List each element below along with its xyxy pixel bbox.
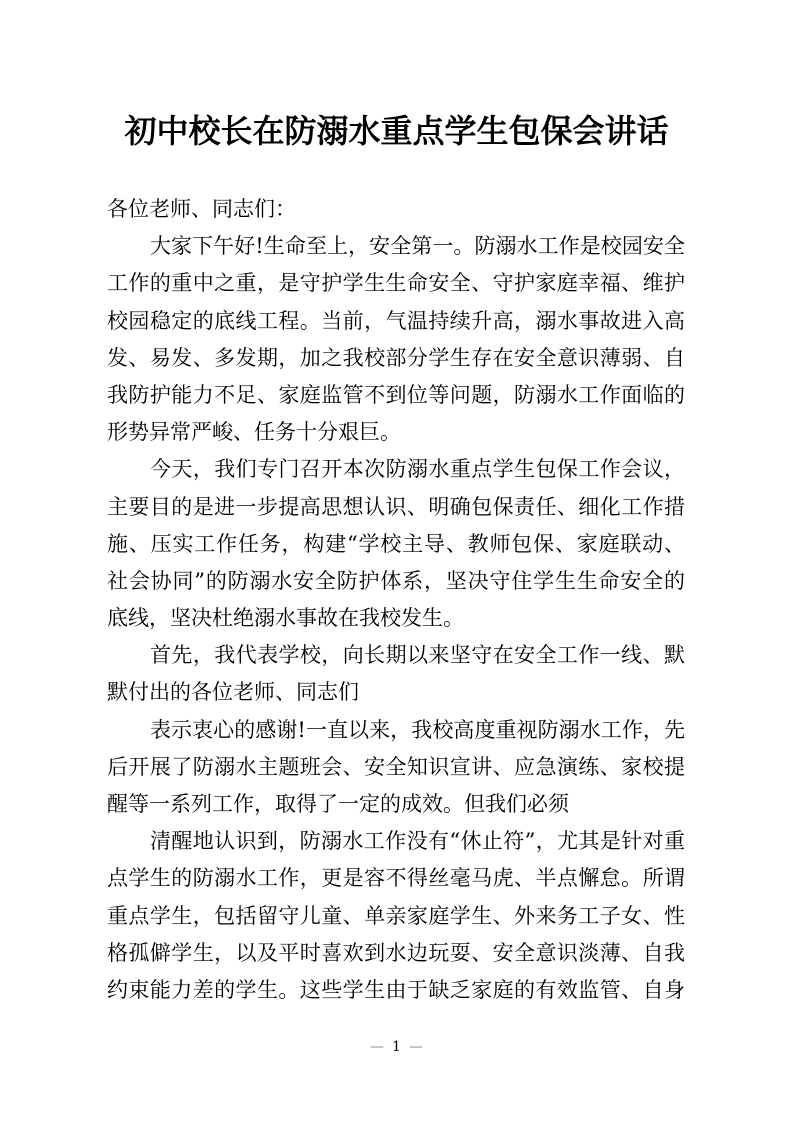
text-line: 首先，我代表学校，向长期以来坚守在安全工作一线、默 — [150, 643, 685, 668]
body-paragraph — [107, 451, 685, 637]
text-line: 社会协同”的防溺水安全防护体系，坚决守住学生生命安全的 — [107, 568, 685, 593]
document-title: 初中校长在防溺水重点学生包保会讲话 — [124, 112, 669, 150]
body-paragraph — [107, 228, 685, 451]
page-number: 1 — [392, 1039, 401, 1055]
text-line: 校园稳定的底线工程。当前，气温持续升高，溺水事故进入高 — [107, 308, 685, 333]
page-number-dash-right: — — [408, 1039, 423, 1055]
page-footer — [0, 1038, 793, 1056]
text-line: 各位老师、同志们： — [107, 197, 296, 221]
text-line: 后开展了防溺水主题班会、安全知识宣讲、应急演练、家校提 — [107, 754, 685, 779]
text-line: 今天，我们专门召开本次防溺水重点学生包保工作会议， — [150, 457, 685, 482]
text-line: 表示衷心的感谢!一直以来，我校高度重视防溺水工作，先 — [150, 717, 685, 742]
text-line: 重点学生，包括留守儿童、单亲家庭学生、外来务工子女、性 — [107, 903, 685, 928]
body-paragraph — [107, 712, 685, 824]
text-line: 工作的重中之重，是守护学生生命安全、守护家庭幸福、维护 — [107, 271, 685, 296]
text-line: 格孤僻学生，以及平时喜欢到水边玩耍、安全意识淡薄、自我 — [107, 940, 685, 965]
text-line: 我防护能力不足、家庭监管不到位等问题，防溺水工作面临的 — [107, 382, 685, 407]
text-line: 约束能力差的学生。这些学生由于缺乏家庭的有效监管、自身 — [107, 977, 685, 1002]
text-line: 清醒地认识到，防溺水工作没有“休止符”，尤其是针对重 — [150, 829, 685, 854]
salutation-paragraph — [107, 191, 685, 228]
text-line: 施、压实工作任务，构建“学校主导、教师包保、家庭联动、 — [107, 531, 685, 556]
text-line: 发、易发、多发期，加之我校部分学生存在安全意识薄弱、自 — [107, 345, 685, 370]
page-number-dash-left: — — [370, 1039, 385, 1055]
text-line: 大家下午好!生命至上，安全第一。防溺水工作是校园安全 — [150, 234, 685, 259]
text-line: 醒等一系列工作，取得了一定的成效。但我们必须 — [107, 792, 569, 816]
document-body — [107, 191, 685, 1009]
text-line: 底线，坚决杜绝溺水事故在我校发生。 — [107, 606, 464, 631]
text-line: 点学生的防溺水工作，更是容不得丝毫马虎、半点懈怠。所谓 — [107, 866, 685, 891]
text-line: 默付出的各位老师、同志们 — [107, 680, 359, 705]
body-paragraph — [107, 823, 685, 1009]
body-paragraph — [107, 637, 685, 711]
text-line: 形势异常严峻、任务十分艰巨。 — [107, 420, 401, 445]
text-line: 主要目的是进一步提高思想认识、明确包保责任、细化工作措 — [107, 494, 685, 519]
